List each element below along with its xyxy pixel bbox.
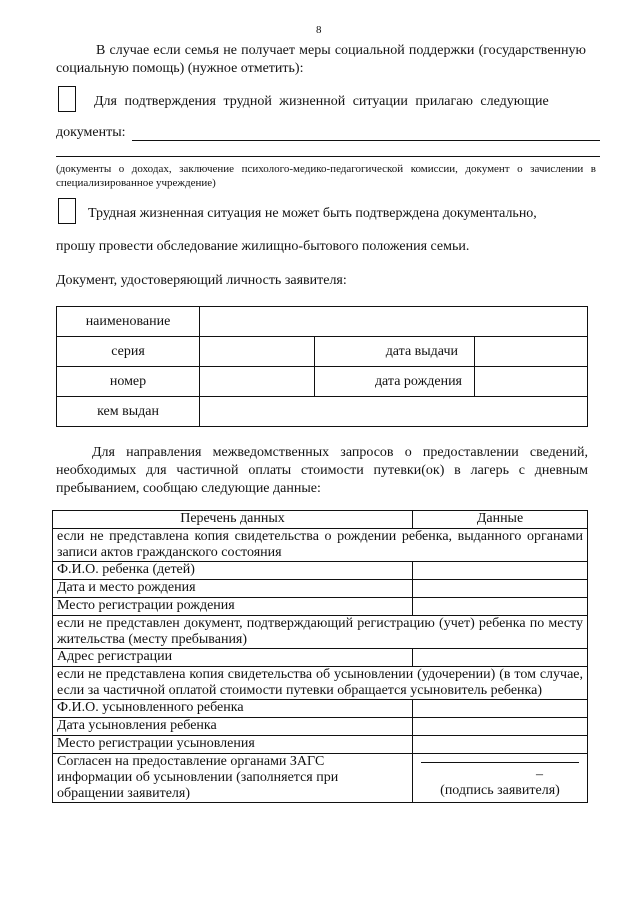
issued-by-label: кем выдан bbox=[57, 397, 200, 427]
row-birth-reg-place-field[interactable] bbox=[413, 598, 588, 616]
page-number: 8 bbox=[316, 24, 322, 36]
series-label: серия bbox=[57, 337, 200, 367]
documents-line-1[interactable] bbox=[132, 140, 600, 141]
row-reg-address-label: Адрес регистрации bbox=[53, 649, 413, 667]
row-birth-reg-place-label: Место регистрации рождения bbox=[53, 598, 413, 616]
signature-line[interactable] bbox=[421, 762, 579, 763]
option1-text: Для подтверждения трудной жизненной ситуации прилагаю следующие bbox=[94, 94, 549, 109]
data-table bbox=[52, 510, 588, 803]
documents-line-2[interactable] bbox=[56, 156, 600, 157]
request-paragraph: Для направления межведомственных запросов о предоставлении сведений, необходимых для частичной оплаты стоимости путевки(ок) в лагерь с дневным пребыванием, сообщаю следующие данные: bbox=[56, 445, 588, 496]
row-adopted-name-field[interactable] bbox=[413, 700, 588, 718]
option2-checkbox[interactable] bbox=[58, 198, 76, 224]
col-header-data: Данные bbox=[413, 511, 588, 529]
issue-date-label: дата выдачи bbox=[315, 337, 475, 367]
issue-date-field[interactable] bbox=[475, 337, 588, 367]
intro-paragraph: В случае если семья не получает меры социальной поддержки (государственную социальную помощь) (нужное отметить): bbox=[56, 43, 586, 76]
row-adoption-reg-place-field[interactable] bbox=[413, 736, 588, 754]
birth-date-label: дата рождения bbox=[315, 367, 475, 397]
name-label: наименование bbox=[57, 307, 200, 337]
birth-date-field[interactable] bbox=[475, 367, 588, 397]
number-field[interactable] bbox=[200, 367, 315, 397]
id-doc-heading: Документ, удостоверяющий личность заявителя: bbox=[56, 273, 347, 288]
row-adoption-reg-place-label: Место регистрации усыновления bbox=[53, 736, 413, 754]
number-label: номер bbox=[57, 367, 200, 397]
documents-note: (документы о доходах, заключение психолого-медико-педагогической комиссии, документ о зачислении в специализированное учреждение) bbox=[56, 163, 596, 189]
row-adoption-date-label: Дата усыновления ребенка bbox=[53, 718, 413, 736]
row-birth-date-place-field[interactable] bbox=[413, 580, 588, 598]
row-adoption-cert: если не представлена копия свидетельства об усыновлении (удочерении) (в том случае, если за частичной оплатой стоимости путевки обращается усыновитель ребенка) bbox=[53, 667, 588, 700]
id-document-table bbox=[56, 306, 588, 427]
row-child-name-field[interactable] bbox=[413, 562, 588, 580]
signature-dash: – bbox=[536, 767, 543, 782]
row-adopted-name-label: Ф.И.О. усыновленного ребенка bbox=[53, 700, 413, 718]
option2-text-continued: прошу провести обследование жилищно-бытового положения семьи. bbox=[56, 239, 470, 254]
documents-label: документы: bbox=[56, 125, 126, 140]
row-consent-label: Согласен на предоставление органами ЗАГС информации об усыновлении (заполняется при обращении заявителя) bbox=[53, 754, 413, 803]
series-field[interactable] bbox=[200, 337, 315, 367]
row-consent-signature[interactable] bbox=[413, 754, 588, 803]
name-field[interactable] bbox=[200, 307, 588, 337]
row-reg-address-field[interactable] bbox=[413, 649, 588, 667]
col-header-list: Перечень данных bbox=[53, 511, 413, 529]
option1-checkbox[interactable] bbox=[58, 86, 76, 112]
option2-text: Трудная жизненная ситуация не может быть подтверждена документально, bbox=[88, 206, 537, 221]
row-child-name-label: Ф.И.О. ребенка (детей) bbox=[53, 562, 413, 580]
row-residence-doc: если не представлен документ, подтверждающий регистрацию (учет) ребенка по месту жительства (месту пребывания) bbox=[53, 616, 588, 649]
signature-caption: (подпись заявителя) bbox=[440, 783, 560, 798]
issued-by-field[interactable] bbox=[200, 397, 588, 427]
row-adoption-date-field[interactable] bbox=[413, 718, 588, 736]
row-birth-date-place-label: Дата и место рождения bbox=[53, 580, 413, 598]
row-birth-cert: если не представлена копия свидетельства о рождении ребенка, выданного органами записи актов гражданского состояния bbox=[53, 529, 588, 562]
